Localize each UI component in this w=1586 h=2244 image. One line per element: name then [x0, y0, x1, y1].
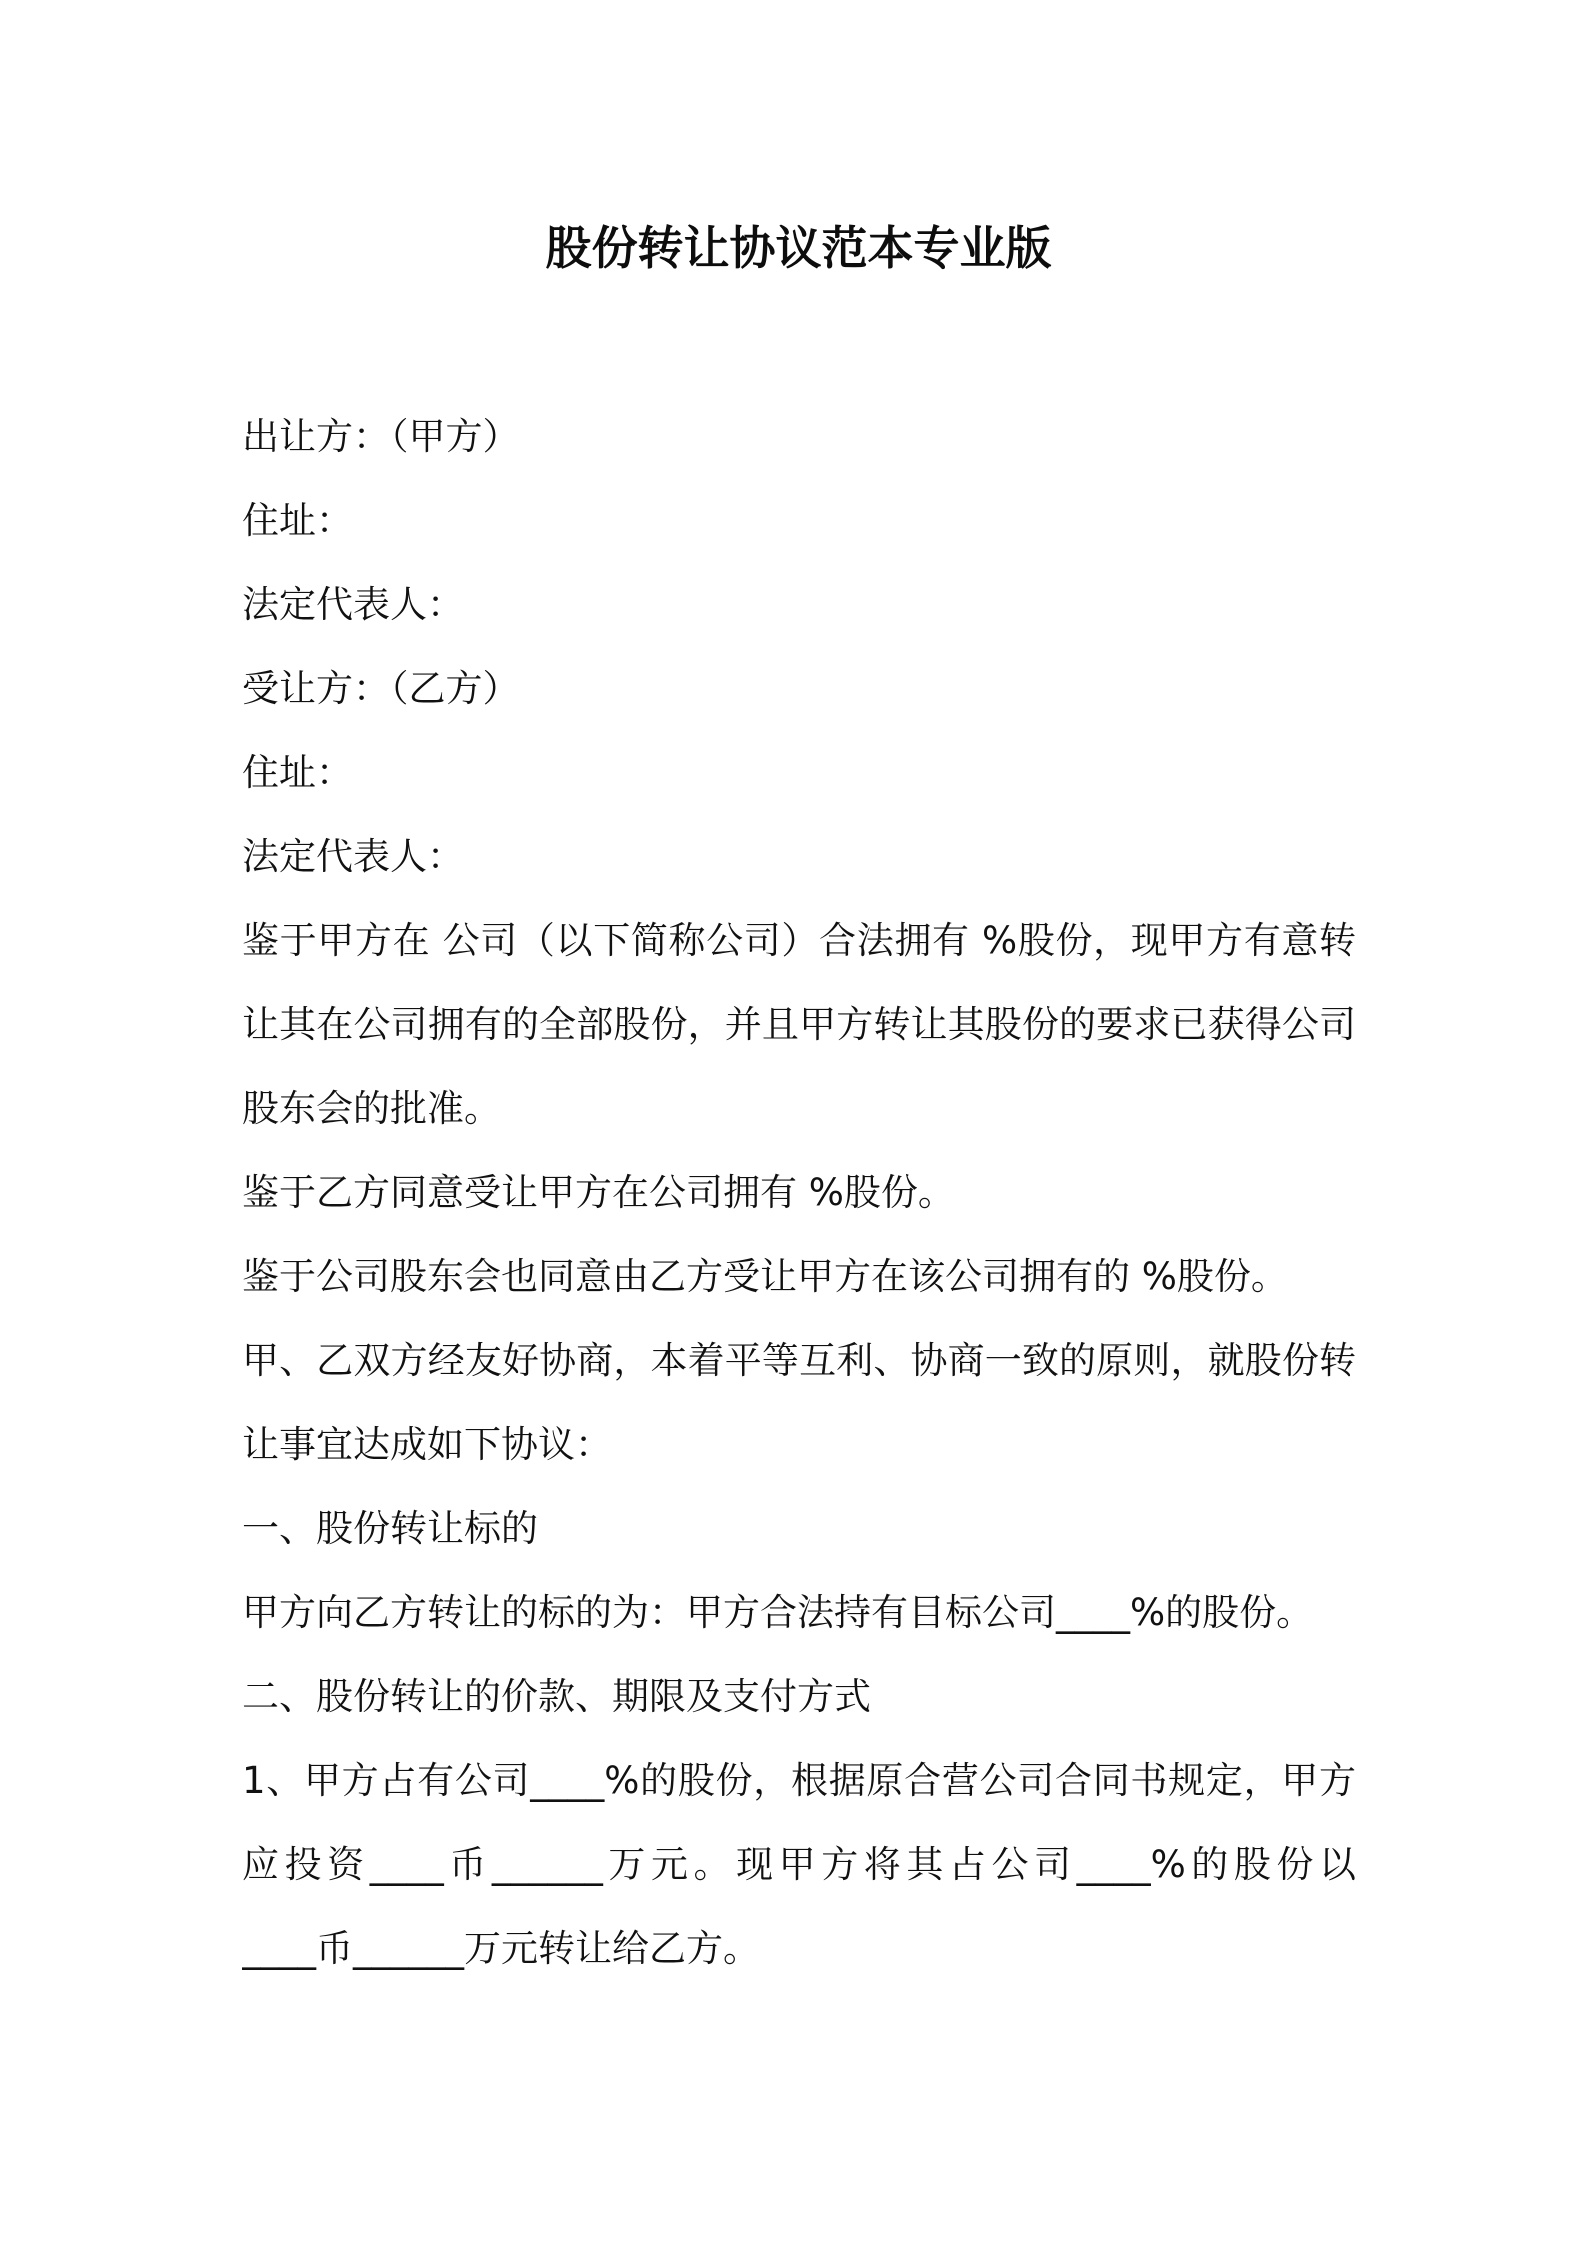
section-paragraph [242, 1571, 1356, 1655]
section-paragraph [242, 1739, 1356, 1991]
paragraph-line: 甲、乙双方经友好协商，本着平等互利、协商一致的原则，就股份转 [242, 1339, 1356, 1382]
paragraph-line: 鉴于公司股东会也同意由乙方受让甲方在该公司拥有的 %股份。 [242, 1255, 1288, 1298]
paragraph-line: 让其在公司拥有的全部股份，并且甲方转让其股份的要求已获得公司 [242, 1003, 1356, 1046]
transferor-heading: 出让方：（甲方） [242, 415, 520, 458]
transferee-legal-rep-label: 法定代表人： [242, 835, 464, 878]
transferee-block [242, 647, 1356, 899]
paragraph-line: 应投资____币______万元。现甲方将其占公司____%的股份以 [242, 1843, 1356, 1886]
section-heading: 二、股份转让的价款、期限及支付方式 [242, 1675, 871, 1718]
paragraph-line: 鉴于乙方同意受让甲方在公司拥有 %股份。 [242, 1171, 955, 1214]
document-title: 股份转让协议范本专业版 [545, 221, 1052, 275]
paragraph-line: 1、甲方占有公司____%的股份，根据原合营公司合同书规定，甲方 [242, 1759, 1356, 1802]
recital-paragraph [242, 1319, 1356, 1487]
recital-paragraph [242, 1151, 1356, 1235]
document-body [242, 395, 1356, 1991]
paragraph-line: 甲方向乙方转让的标的为：甲方合法持有目标公司____%的股份。 [242, 1591, 1314, 1634]
section-transfer-subject [242, 1487, 1356, 1655]
paragraph-line: 股东会的批准。 [242, 1087, 501, 1130]
transferee-heading: 受让方：（乙方） [242, 667, 520, 710]
paragraph-line: 让事宜达成如下协议： [242, 1423, 612, 1466]
recital-paragraph [242, 1235, 1356, 1319]
transferee-address-label: 住址： [242, 751, 353, 794]
recital-paragraph [242, 899, 1356, 1151]
paragraph-line: 鉴于甲方在 公司（以下简称公司）合法拥有 %股份，现甲方有意转 [242, 919, 1356, 962]
transferor-block [242, 395, 1356, 647]
section-price-and-payment [242, 1655, 1356, 1991]
transferor-legal-rep-label: 法定代表人： [242, 583, 464, 626]
paragraph-line: ____币______万元转让给乙方。 [242, 1927, 760, 1970]
transferor-address-label: 住址： [242, 499, 353, 542]
section-heading: 一、股份转让标的 [242, 1507, 538, 1550]
